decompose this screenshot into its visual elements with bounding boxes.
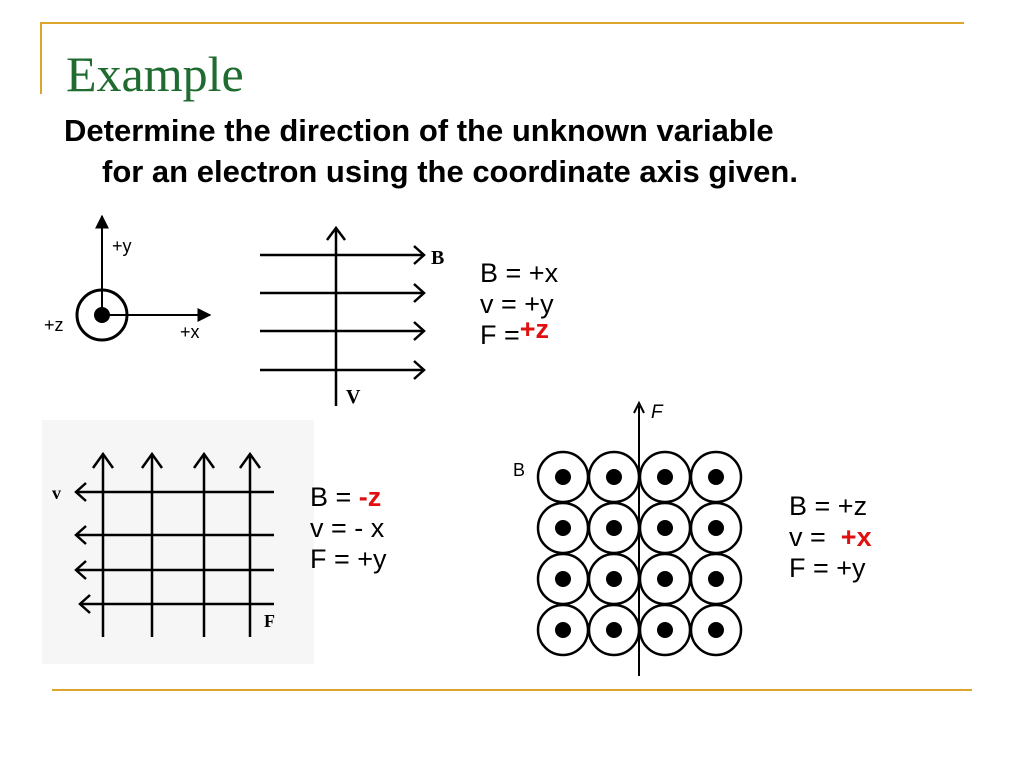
v-equation: v = +x bbox=[789, 522, 872, 552]
coordinate-axes bbox=[44, 216, 210, 342]
x-axis-label: +x bbox=[180, 322, 200, 342]
b-equation: B = -z bbox=[310, 482, 382, 512]
answer-f: +z bbox=[519, 314, 550, 344]
b-out-of-page-dot bbox=[708, 622, 724, 638]
diagram-3-equations bbox=[789, 491, 872, 584]
diagram-1 bbox=[260, 228, 424, 406]
b-out-of-page-dot bbox=[555, 622, 571, 638]
f-equation: F = +y bbox=[310, 544, 387, 574]
v-equation: v = - x bbox=[310, 513, 385, 543]
subtitle-line-1: Determine the direction of the unknown variable bbox=[64, 113, 774, 148]
diagram-2-v-label: v bbox=[52, 483, 61, 503]
diagram-3 bbox=[538, 403, 741, 676]
subtitle-line-2: for an electron using the coordinate axis given. bbox=[102, 154, 798, 189]
answer-v: +x bbox=[840, 522, 872, 552]
b-out-of-page-dot bbox=[555, 469, 571, 485]
v-equation: v = +y bbox=[480, 289, 554, 319]
b-equation: B = +x bbox=[480, 258, 559, 288]
b-out-of-page-dot bbox=[657, 571, 673, 587]
diagram-2-equations bbox=[310, 482, 387, 575]
z-axis-dot bbox=[94, 307, 110, 323]
b-out-of-page-dot bbox=[606, 520, 622, 536]
b-out-of-page-dot bbox=[606, 571, 622, 587]
b-out-of-page-dot bbox=[555, 520, 571, 536]
b-out-of-page-dot bbox=[606, 622, 622, 638]
f-equation: F =+z bbox=[480, 314, 550, 350]
slide-title: Example bbox=[66, 46, 244, 102]
b-out-of-page-dot bbox=[708, 571, 724, 587]
b-out-of-page-dot bbox=[708, 520, 724, 536]
diagram-1-equations bbox=[480, 258, 558, 351]
z-axis-label: +z bbox=[44, 315, 64, 335]
b-equation: B = +z bbox=[789, 491, 868, 521]
diagram-3-b-label: B bbox=[513, 460, 526, 480]
b-out-of-page-dot bbox=[657, 469, 673, 485]
b-out-of-page-dot bbox=[606, 469, 622, 485]
b-out-of-page-dot bbox=[555, 571, 571, 587]
diagram-1-b-label: B bbox=[431, 247, 445, 269]
y-axis-label: +y bbox=[112, 236, 132, 256]
b-out-of-page-dot bbox=[657, 520, 673, 536]
diagram-1-v-label: V bbox=[346, 386, 361, 408]
diagram-3-f-label: F bbox=[651, 402, 663, 423]
b-out-of-page-dot bbox=[657, 622, 673, 638]
diagram-2-f-label: F bbox=[264, 611, 275, 631]
f-equation: F = +y bbox=[789, 553, 866, 583]
answer-b: -z bbox=[358, 482, 382, 512]
b-out-of-page-dot bbox=[708, 469, 724, 485]
